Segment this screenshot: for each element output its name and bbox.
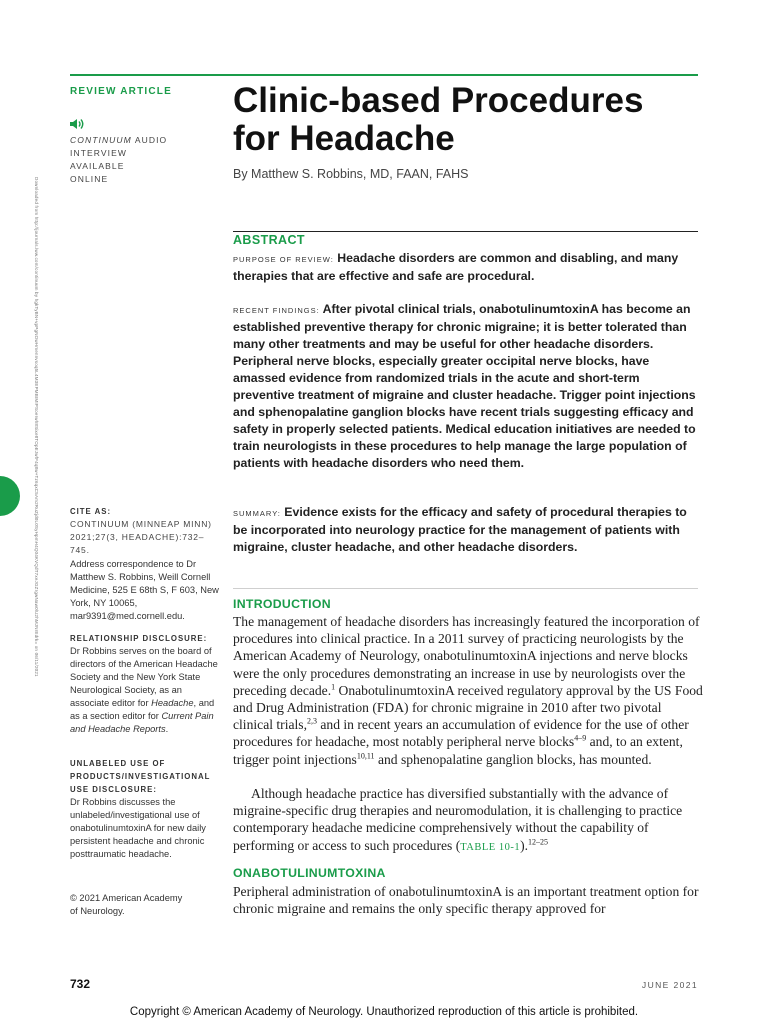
table-reference-link[interactable]: TABLE 10-1 bbox=[460, 841, 521, 853]
footer-copyright: Copyright © American Academy of Neurology. Unauthorized reproduction of this article is prohibited. bbox=[129, 1006, 639, 1018]
unlabeled-use-disclosure: UNLABELED USE OF PRODUCTS/INVESTIGATIONAL USE DISCLOSURE: Dr Robbins discusses the unlabeled/investigational use of onabotulinumtoxinA for new daily persistent headache and chronic posttraumatic headache. bbox=[70, 759, 211, 859]
correspondence-block: Address correspondence to Dr Matthew S. Robbins, Weill Cornell Medicine, 525 E 68th S, F 603, New York, NY 10065, mar9391@med.cornell.edu. bbox=[70, 559, 219, 621]
speaker-icon[interactable] bbox=[70, 118, 86, 130]
audio-interview-note[interactable] bbox=[70, 118, 180, 186]
article-type-label: REVIEW ARTICLE bbox=[70, 86, 172, 97]
header-rule bbox=[70, 74, 698, 76]
page-number: 732 bbox=[70, 977, 91, 991]
onabotulinumtoxina-heading: ONABOTULINUMTOXINA bbox=[233, 866, 386, 880]
abstract-purpose: PURPOSE OF REVIEW: Headache disorders are common and disabling, and many therapies that are effective and safe are procedural. bbox=[233, 251, 679, 283]
audio-text: CONTINUUM AUDIO INTERVIEW AVAILABLE ONLINE bbox=[70, 135, 168, 184]
introduction-heading: INTRODUCTION bbox=[233, 597, 331, 611]
relationship-disclosure: RELATIONSHIP DISCLOSURE: Dr Robbins serves on the board of directors of the American Headache Society and the New York State Neurological Society, as an associate editor for Headache, and as a section editor for Current Pain and Headache Reports. bbox=[70, 634, 218, 734]
purpose-label: PURPOSE OF REVIEW: bbox=[233, 255, 334, 264]
abstract-rule bbox=[233, 231, 698, 232]
summary-label: SUMMARY: bbox=[233, 509, 281, 518]
author-byline: By Matthew S. Robbins, MD, FAAN, FAHS bbox=[233, 167, 469, 181]
intro-paragraph-1: The management of headache disorders has increasingly featured the incorporation of procedures into clinical practice. In a 2011 survey of practicing neurologists by the American Academy of Neurology, onabotulinumtoxinA injections and nerve blocks were the only procedures demonstrating an increase in use by neurologists over the preceding decade.$^1$ OnabotulinumtoxinA received regulatory approval by the US Food and Drug Administration (FDA) for chronic migraine in 2010 after two pivotal clinical trials,$^{2,3}$ and in recent years an accumulation of evidence for the use of other procedures for headache, most notably peripheral nerve blocks$^{4-9}$ and, to an extent, trigger point injections$^{10,11}$ and sphenopalatine ganglion blocks, has mounted. bbox=[233, 614, 703, 767]
abstract-heading: ABSTRACT bbox=[233, 233, 305, 247]
issue-date: JUNE 2021 bbox=[641, 980, 698, 990]
intro-rule bbox=[233, 588, 698, 589]
download-watermark: Downloaded from http://journals.lww.com/continuum by hgkTyBN+vpPgNOwHmennvsoq5L4M3EPMBIMIPSoerwh8Sixe8TOpEJwfF4q8w+Tz6qxC5Am2RuZjd0L0SyHpmH4Q04KVQdT7xeJGZrgwNaw0lU2hMJNrEdrk= on 06/11/2021 bbox=[34, 177, 39, 677]
abstract-summary: SUMMARY: Evidence exists for the efficacy and safety of procedural therapies to be incorporated into neurology practice for the management of patients with migraine, cluster headache, and other headache disorders. bbox=[233, 505, 687, 554]
cite-as-block: CITE AS: CONTINUUM (MINNEAP MINN) 2021;27(3, HEADACHE):732–745. bbox=[70, 507, 212, 555]
sidebar-copyright: © 2021 American Academy of Neurology. bbox=[70, 893, 183, 916]
onabot-paragraph: Peripheral administration of onabotulinumtoxinA is an important treatment option for chronic migraine and remains the only specific therapy approved for bbox=[233, 884, 699, 917]
intro-paragraph-2: Although headache practice has diversified substantially with the advance of migraine-specific drug therapies and neuromodulation, it is challenging to practice contemporary headache medicine comprehensively without the capability of performing or access to such procedures (TABLE 10-1).$^{12-25}$ bbox=[233, 786, 683, 853]
section-tab-marker bbox=[0, 476, 20, 516]
findings-label: RECENT FINDINGS: bbox=[233, 306, 320, 315]
abstract-findings: RECENT FINDINGS: After pivotal clinical trials, onabotulinumtoxinA has become an established preventive therapy for chronic migraine; it is better tolerated than many other treatments and may be useful for other headache disorders. Peripheral nerve blocks, especially greater occipital nerve blocks, have amassed evidence from randomized trials in the acute and short-term preventive treatment of migraine and cluster headache. Trigger point injections and sphenopalatine ganglion blocks have recent trials suggesting efficacy and safety in properly selected patients. Medical education initiatives are needed to train neurologists in these procedures to help manage the large population of patients with headache disorders who need them. bbox=[233, 302, 696, 470]
article-title: Clinic-based Procedures for Headache bbox=[233, 81, 644, 158]
